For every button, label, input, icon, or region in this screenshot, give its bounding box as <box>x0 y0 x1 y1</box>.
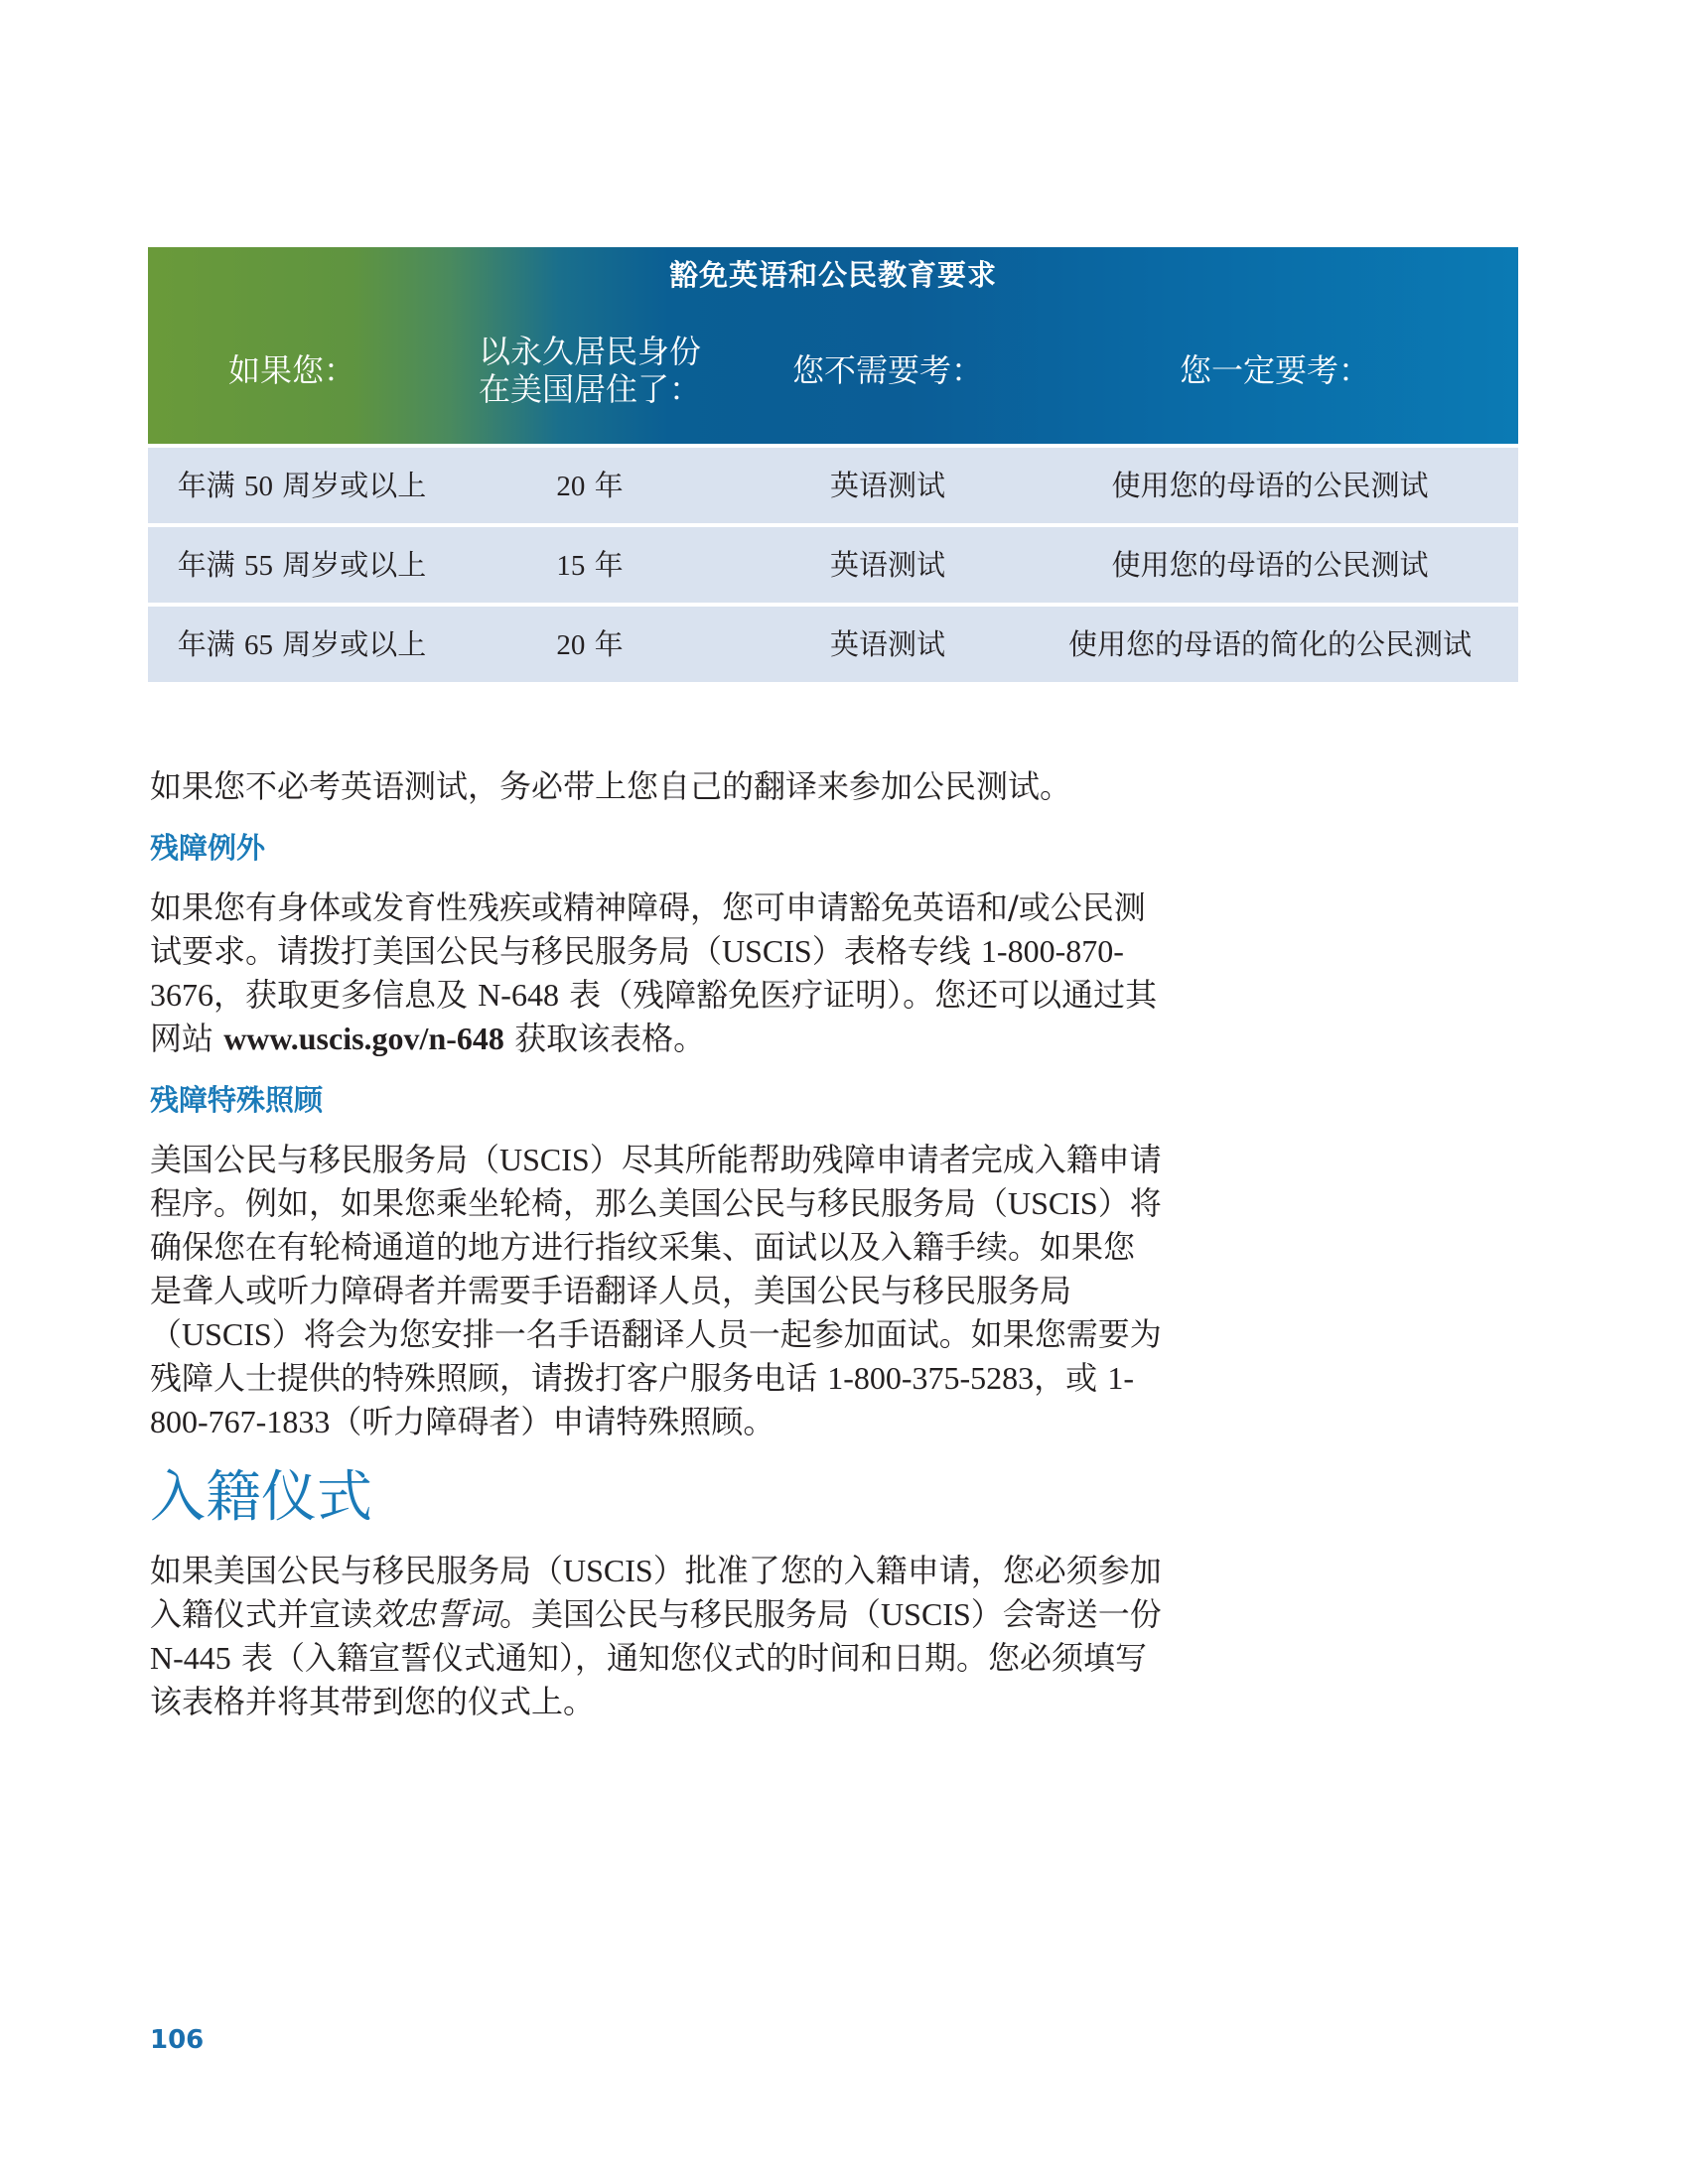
age-cell: 年满 65 周岁或以上 <box>177 627 427 661</box>
skip-cell: 英语测试 <box>829 548 945 582</box>
customer-service-phone: 1-800-375-5283 <box>827 1360 1035 1396</box>
years-cell: 20 年 <box>556 627 624 661</box>
page-number: 106 <box>150 2025 205 2055</box>
accommodations-heading: 残障特殊照顾 <box>150 1083 324 1117</box>
take-cell: 使用您的母语的简化的公民测试 <box>1067 627 1472 661</box>
table-row <box>148 607 1518 682</box>
age-cell: 年满 55 周岁或以上 <box>177 548 427 582</box>
header-if-you: 如果您： <box>227 351 355 389</box>
take-cell: 使用您的母语的公民测试 <box>1111 548 1429 582</box>
years-cell: 20 年 <box>556 469 624 502</box>
skip-cell: 英语测试 <box>829 627 945 661</box>
waiver-table <box>148 247 1518 682</box>
take-cell: 使用您的母语的公民测试 <box>1111 469 1429 502</box>
tty-phone: 1-800-767-1833 <box>150 1360 1134 1439</box>
age-cell: 年满 50 周岁或以上 <box>177 469 427 502</box>
ceremony-heading: 入籍仪式 <box>150 1465 372 1530</box>
body-content <box>150 764 1163 1723</box>
years-cell: 15 年 <box>556 548 624 582</box>
n648-link[interactable]: www.uscis.gov/n-648 <box>223 1021 504 1056</box>
forms-phone: 1-800-870-3676 <box>150 933 1124 1013</box>
ceremony-paragraph: 如果美国公民与移民服务局（USCIS）批准了您的入籍申请，您必须参加入籍仪式并宣读效忠誓词。美国公民与移民服务局（USCIS）会寄送一份 N-445 表（入籍宣誓仪式通知），通知您仪式的时间和日期。您必须填写该表格并将其带到您的仪式上。 <box>150 1552 1162 1720</box>
header-not-required: 您不需要考： <box>791 351 983 389</box>
table-title: 豁免英语和公民教育要求 <box>668 258 997 292</box>
table-header <box>148 247 1518 444</box>
translator-note: 如果您不必考英语测试，务必带上您自己的翻译来参加公民测试。 <box>150 767 1072 805</box>
header-required: 您一定要考： <box>1179 351 1370 389</box>
oath-term: 效忠誓词 <box>372 1595 500 1633</box>
table-row <box>148 527 1518 603</box>
table-row <box>148 448 1518 523</box>
accommodations-paragraph: 美国公民与移民服务局（USCIS）尽其所能帮助残障申请者完成入籍申请程序。例如，如果您乘坐轮椅，那么美国公民与移民服务局（USCIS）将确保您在有轮椅通道的地方进行指纹采集、面试以及入籍手续。如果您是聋人或听力障碍者并需要手语翻译人员，美国公民与移民服务局（USCIS）将会为您安排一名手语翻译人员一起参加面试。如果您需要为残障人士提供的特殊照顾，请拨打客户服务电话 1-800-375-5283，或 1-800-767-1833（听力障碍者）申请特殊照顾。 <box>150 1141 1162 1440</box>
header-residence: 以永久居民身份 在美国居住了： <box>478 333 701 408</box>
disability-exception-heading: 残障例外 <box>150 831 266 865</box>
disability-exception-paragraph: 如果您有身体或发育性残疾或精神障碍，您可申请豁免英语和/或公民测试要求。请拨打美国公民与移民服务局（USCIS）表格专线 1-800-870-3676，获取更多信息及 N-648 表（残障豁免医疗证明）。您还可以通过其网站 www.uscis.gov/n-648 获取该表格。 <box>150 888 1158 1057</box>
skip-cell: 英语测试 <box>829 469 945 502</box>
